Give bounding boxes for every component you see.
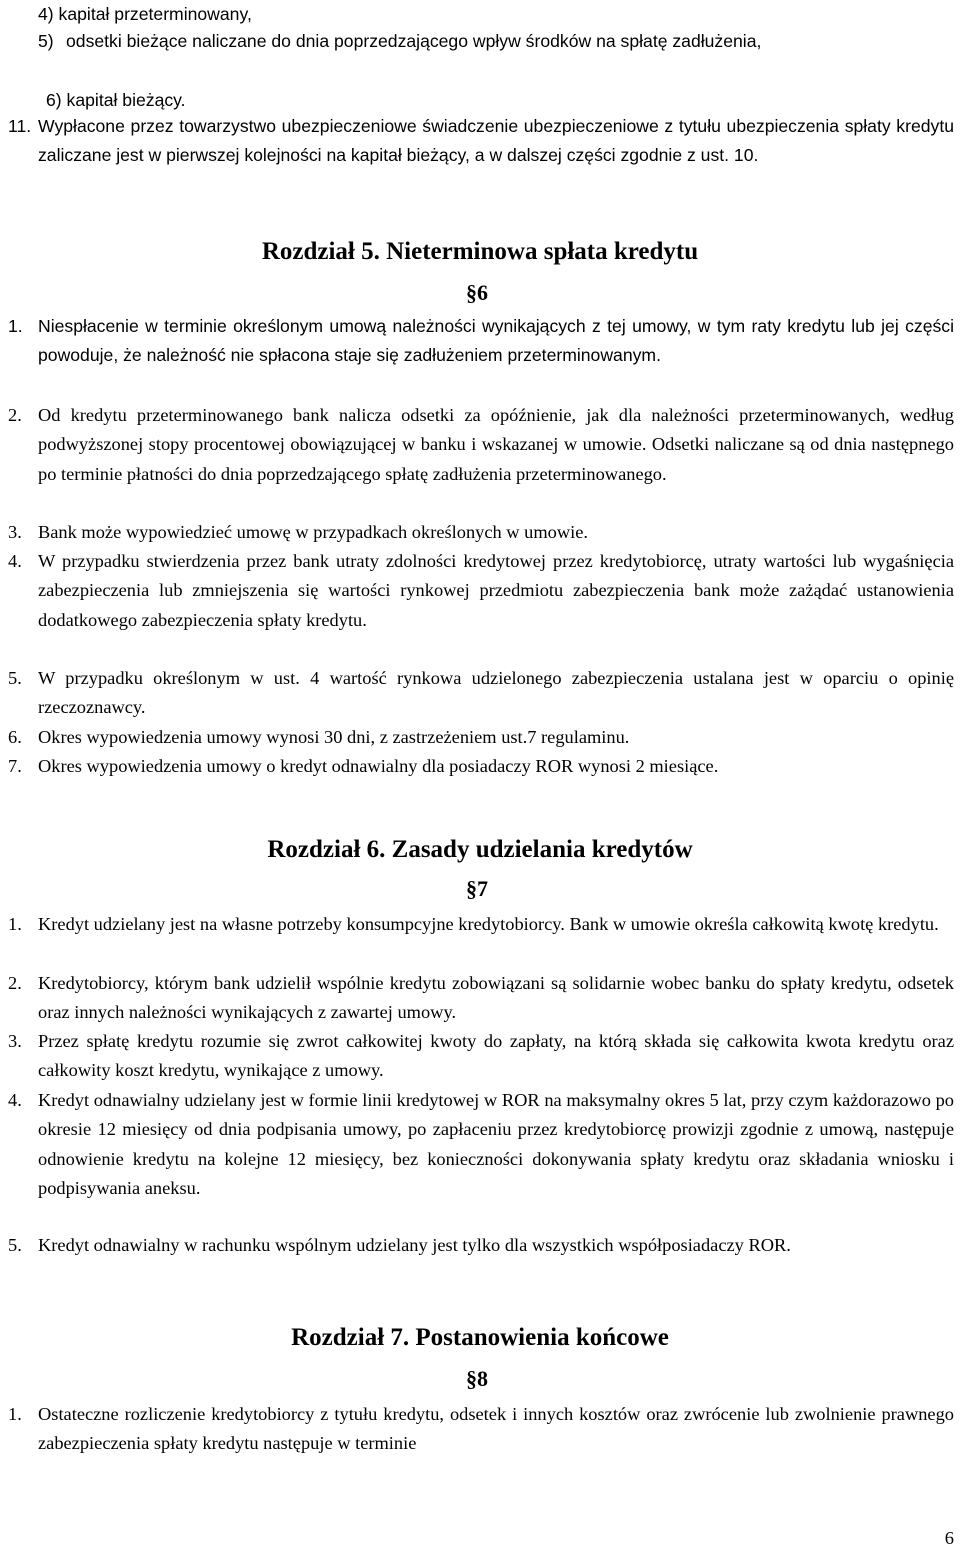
item-text: Kredyt udzielany jest na własne potrzeby konsumpcyjne kredytobiorcy. Bank w umowie określa całkowitą kwotę kredytu. — [38, 914, 939, 934]
item-text: Okres wypowiedzenia umowy o kredyt odnawialny dla posiadaczy ROR wynosi 2 miesiące. — [38, 756, 719, 776]
list-item — [8, 112, 954, 171]
item-text: kapitał bieżący. — [66, 90, 186, 110]
item-number: 5) — [38, 31, 54, 51]
section-number: 6 — [477, 280, 488, 305]
item-text: Niespłacenie w terminie określonym umową należności wynikających z tej umowy, w tym raty kredytu lub jej części powoduje, że należność nie spłacona staje się zadłużeniem przeterminowanym. — [38, 316, 954, 366]
item-text: Kredyt odnawialny w rachunku wspólnym udzielany jest tylko dla wszystkich współposiadaczy ROR. — [38, 1235, 791, 1255]
list-item — [8, 664, 954, 723]
item-text: Okres wypowiedzenia umowy wynosi 30 dni, z zastrzeżeniem ust.7 regulaminu. — [38, 727, 630, 747]
list-item — [8, 401, 954, 489]
item-text: Bank może wypowiedzieć umowę w przypadkach określonych w umowie. — [38, 522, 589, 542]
list-item — [8, 1400, 954, 1459]
item-text: Od kredytu przeterminowanego bank nalicza odsetki za opóźnienie, jak dla należności przeterminowanych, według podwyższonej stopy procentowej obowiązującej w banku i wskazanej w umowie. Odsetki naliczane są od dnia następnego po terminie płatności do dnia poprzedzającego spłatę zadłużenia przeterminowanego. — [38, 405, 954, 484]
item-text: W przypadku stwierdzenia przez bank utraty zdolności kredytowej przez kredytobiorcę, utraty wartości lub wygaśnięcia zabezpieczenia lub zmniejszenia się wartości rynkowej przedmiotu zabezpieczenia bank może zażądać ustanowienia dodatkowego zabezpieczenia spłaty kredytu. — [38, 551, 954, 630]
item-number: 1. — [8, 1404, 22, 1424]
item-number: 7. — [8, 756, 22, 776]
list-item — [8, 312, 954, 371]
item-number: 4. — [8, 551, 22, 571]
chapter-heading: Rozdział 7. Postanowienia końcowe — [291, 1324, 669, 1351]
list-item — [38, 27, 954, 56]
item-number: 4. — [8, 1090, 22, 1110]
item-text: Przez spłatę kredytu rozumie się zwrot całkowitej kwoty do zapłaty, na którą składa się całkowita kwota kredytu oraz całkowity koszt kredytu, wynikające z umowy. — [38, 1031, 954, 1081]
item-number: 11. — [8, 116, 32, 136]
item-number: 5. — [8, 1235, 22, 1255]
section-number: 8 — [477, 1366, 488, 1391]
item-text: odsetki bieżące naliczane do dnia poprzedzającego wpływ środków na spłatę zadłużenia, — [66, 31, 762, 51]
item-number: 1. — [8, 914, 22, 934]
item-number: 6. — [8, 727, 22, 747]
item-number: 2. — [8, 405, 22, 425]
list-item — [8, 969, 954, 1028]
item-text: Kredyt odnawialny udzielany jest w formie linii kredytowej w ROR na maksymalny okres 5 lat, przy czym każdorazowo po okresie 12 miesięcy od dnia podpisania umowy, po zapłaceniu przez kredytobiorcę prowizji zgodnie z umową, następuje odnowienie kredytu na kolejne 12 miesięcy, bez konieczności dokonywania spłaty kredytu oraz składania wniosku i podpisywania aneksu. — [38, 1090, 954, 1199]
list-item — [8, 723, 954, 752]
list-item — [46, 86, 186, 115]
list-item — [8, 547, 954, 635]
section-number: 7 — [477, 876, 488, 901]
section-marker: §8 — [466, 1366, 488, 1391]
list-item — [8, 910, 954, 939]
item-number: 3. — [8, 522, 22, 542]
item-text: W przypadku określonym w ust. 4 wartość rynkowa udzielonego zabezpieczenia ustalana jest w oparciu o opinię rzeczoznawcy. — [38, 668, 954, 718]
item-number: 1. — [8, 316, 23, 336]
list-item — [8, 1086, 954, 1204]
item-text: Wypłacone przez towarzystwo ubezpieczeniowe świadczenie ubezpieczeniowe z tytułu ubezpieczenia spłaty kredytu zaliczane jest w pierwszej kolejności na kapitał bieżący, a w dalszej części zgodnie z ust. 10. — [38, 116, 954, 166]
item-text: kapitał przeterminowany, — [58, 4, 252, 24]
chapter-heading: Rozdział 6. Zasady udzielania kredytów — [267, 836, 693, 863]
list-item — [38, 0, 252, 29]
section-marker: §7 — [466, 876, 488, 901]
item-text: Ostateczne rozliczenie kredytobiorcy z tytułu kredytu, odsetek i innych kosztów oraz zwrócenie lub zwolnienie prawnego zabezpieczenia spłaty kredytu następuje w terminie — [38, 1404, 954, 1454]
list-item — [8, 1231, 954, 1260]
page-number: 6 — [944, 1528, 954, 1548]
item-number: 2. — [8, 973, 22, 993]
item-text: Kredytobiorcy, którym bank udzielił wspólnie kredytu zobowiązani są solidarnie wobec banku do spłaty kredytu, odsetek oraz innych należności wynikających z zawartej umowy. — [38, 973, 954, 1023]
list-item — [8, 752, 954, 781]
list-item — [8, 1027, 954, 1086]
item-number: 3. — [8, 1031, 22, 1051]
chapter-heading: Rozdział 5. Nieterminowa spłata kredytu — [261, 238, 699, 265]
item-number: 6) — [46, 90, 62, 110]
list-item — [8, 518, 954, 547]
item-number: 4) — [38, 4, 54, 24]
item-number: 5. — [8, 668, 22, 688]
section-marker: §6 — [466, 280, 488, 305]
